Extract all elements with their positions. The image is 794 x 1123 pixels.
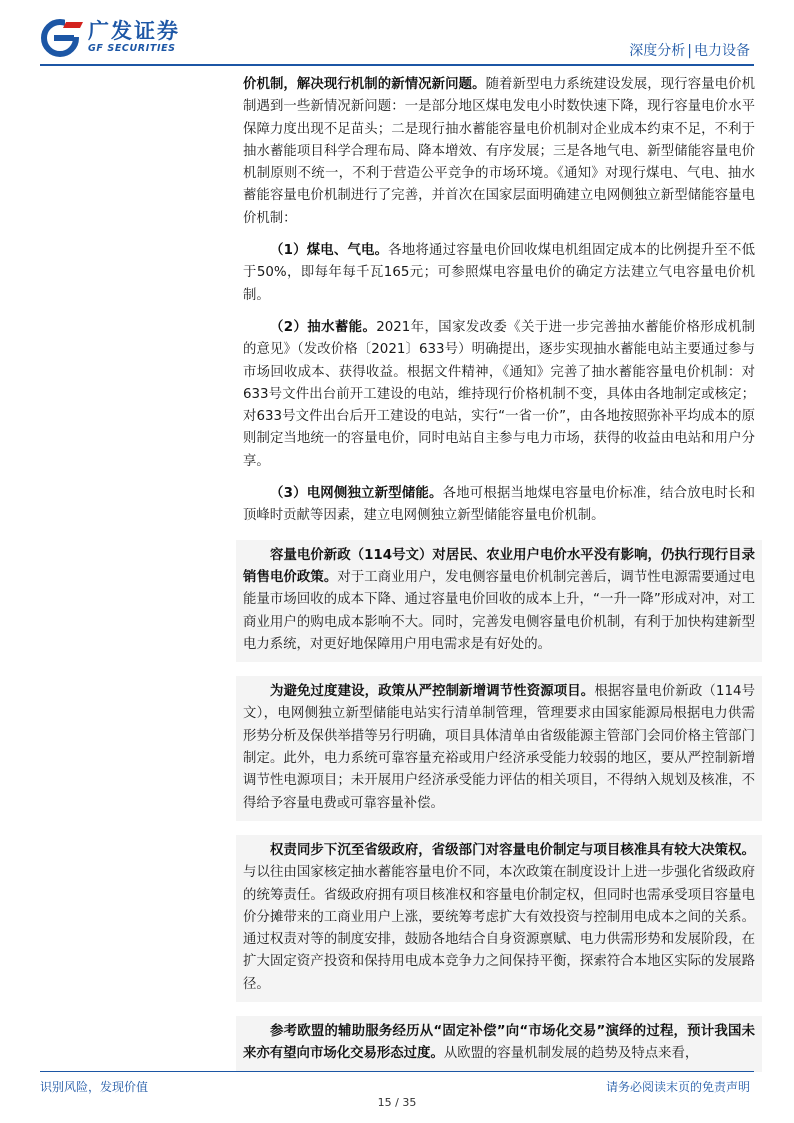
header-divider — [40, 64, 754, 66]
paragraph-text: 与以往由国家核定抽水蓄能容量电价不同，本次政策在制度设计上进一步强化省级政府的统筹责任。省级政府拥有项目核准权和容量电价制定权，但同时也需承受项目容量电价分摊带来的工商业用户上涨，要统筹考虑扩大有效投资与控制用电成本之间的关系。通过权责对等的制度安排，鼓励各地结合自身资源禀赋、电力供需形势和发展阶段，在扩大固定资产投资和保持用电成本竞争力之间保持平衡，探索符合本地区实际的发展路径。 — [243, 865, 755, 992]
paragraph-pumped-storage — [243, 317, 755, 473]
footer-divider — [40, 1071, 754, 1072]
paragraph-lead: 参考欧盟的辅助服务经历从“固定补偿”向“市场化交易”演绎的过程，预计我国未来亦有望向市场化交易形态过度。 — [243, 1023, 755, 1062]
footer-disclaimer-note: 请务必阅读末页的免责声明 — [605, 1080, 750, 1094]
paragraph-lead: 价机制，解决现行机制的新情况新问题。 — [243, 77, 486, 92]
paragraph-lead: 为避免过度建设，政策从严控制新增调节性资源项目。 — [270, 684, 595, 700]
paragraph-lead: 容量电价新政（114号文）对居民、农业用户电价水平没有影响，仍执行现行目录销售电价政策。 — [243, 547, 755, 585]
category-sector: 电力设备 — [694, 43, 750, 59]
paragraph-text: 从欧盟的容量机制发展的趋势及特点来看， — [443, 1046, 699, 1062]
paragraph-eu-reference — [243, 1021, 755, 1066]
brand-name — [88, 19, 180, 55]
section-provincial-authority — [236, 835, 762, 1002]
paragraph-user-price-impact — [243, 545, 755, 656]
paragraph-lead: （2）抽水蓄能。 — [270, 319, 377, 335]
report-category — [629, 40, 750, 60]
section-eu-reference — [236, 1016, 762, 1072]
category-type: 深度分析 — [629, 43, 686, 59]
brand-name-cn: 广发证券 — [88, 19, 180, 43]
paragraph-text: 各地将通过容量电价回收煤电机组固定成本的比例提升至不低于50%，即每年每千瓦165元；可参照煤电容量电价的确定方法建立气电容量电价机制。 — [243, 243, 755, 303]
paragraph-lead: （1）煤电、气电。 — [270, 243, 389, 259]
category-separator: | — [687, 43, 692, 59]
gf-securities-logo-icon — [40, 16, 84, 58]
page-number: 15 / 35 — [377, 1096, 417, 1109]
paragraph-provincial-authority — [243, 840, 755, 996]
paragraph-text: 对于工商业用户，发电侧容量电价机制完善后，调节性电源需要通过电能量市场回收的成本下降、通过容量电价回收的成本上升，“一升一降”形成对冲，对工商业用户的购电成本影响不大。同时，完善发电侧容量电价机制，有利于加快构建新型电力系统，对更好地保障用户用电需求是有好处的。 — [243, 569, 756, 652]
brand-name-en: GF SECURITIES — [88, 43, 176, 54]
paragraph-text: 根据容量电价新政（114号文），电网侧独立新型储能电站实行清单制管理，管理要求由国家能源局根据电力供需形势分析及保供举措等另行明确，项目具体清单由省级能源主管部门会同价格主管部门制定。此外，电力系统可靠容量充裕或用户经济承受能力较弱的地区，要从严控制新增调节性电源项目；未开展用户经济承受能力评估的相关项目，不得纳入规划及核准，不得给予容量电费或可靠容量补偿。 — [243, 684, 755, 811]
footer-slogan: 识别风险，发现价值 — [40, 1080, 149, 1094]
paragraph-lead: 权责同步下沉至省级政府，省级部门对容量电价制定与项目核准具有较大决策权。 — [270, 842, 755, 858]
brand-logo — [40, 16, 180, 58]
section-user-price-impact — [236, 540, 762, 662]
paragraph-overbuild-control — [243, 681, 755, 815]
paragraph-coal-gas — [243, 240, 755, 307]
page-header — [0, 0, 794, 70]
paragraph-text: 随着新型电力系统建设发展，现行容量电价机制遇到一些新情况新问题：一是部分地区煤电发电小时数快速下降，现行容量电价水平保障力度出现不足苗头；二是现行抽水蓄能容量电价机制对企业成本约束不足，不利于抽水蓄能项目科学合理布局、降本增效、有序发展；三是各地气电、新型储能容量电价机制原则不统一，不利于营造公平竞争的市场环境。《通知》对现行煤电、气电、抽水蓄能容量电价机制进行了完善，并首次在国家层面明确建立电网侧独立新型储能容量电价机制： — [243, 77, 756, 226]
paragraph-text: 各地可根据当地煤电容量电价标准，结合放电时长和顶峰时贡献等因素，建立电网侧独立新型储能容量电价机制。 — [243, 486, 755, 524]
paragraph-grid-storage — [243, 483, 755, 528]
report-body — [243, 74, 755, 1072]
paragraph-mechanism-intro — [243, 74, 755, 230]
section-overbuild-control — [236, 676, 762, 821]
paragraph-lead: （3）电网侧独立新型储能。 — [270, 486, 443, 502]
paragraph-text: 2021年，国家发改委《关于进一步完善抽水蓄能价格形成机制的意见》（发改价格〔2021〕633号）明确提出，逐步实现抽水蓄能电站主要通过参与市场回收成本、获得收益。根据文件精神，《通知》完善了抽水蓄能容量电价机制：对633号文件出台前开工建设的电站，维持现行价格机制不变，具体由各地制定或核定；对633号文件出台后开工建设的电站，实行“一省一价”，由各地按照弥补平均成本的原则制定当地统一的容量电价，同时电站自主参与电力市场，获得的收益由电站和用户分享。 — [243, 319, 755, 469]
